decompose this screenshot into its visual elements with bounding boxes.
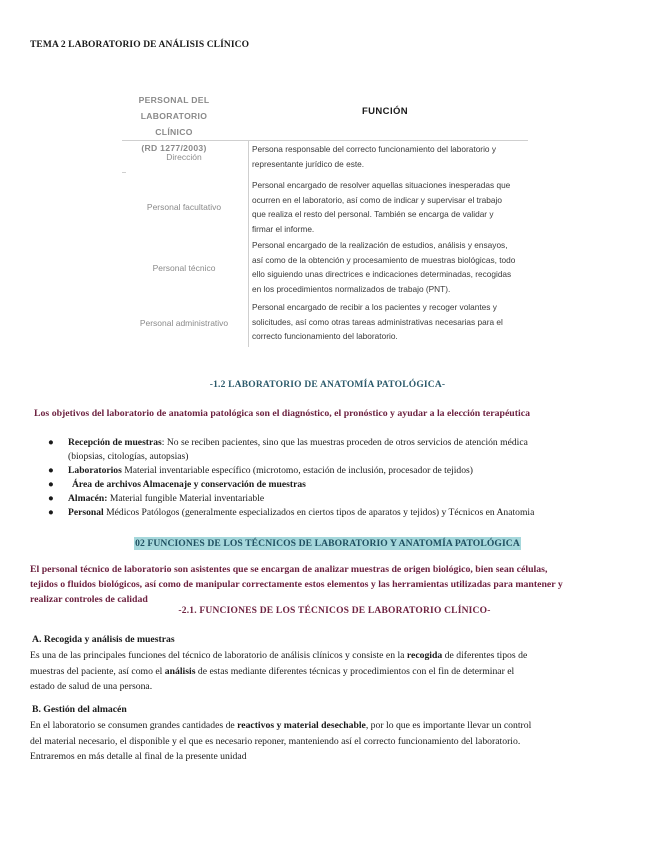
list-item	[48, 464, 624, 478]
subsection-a-title: A. Recogida y análisis de muestras	[32, 634, 175, 645]
table-row-description	[252, 178, 528, 236]
text-run: muestras del paciente, así como el	[30, 665, 165, 677]
desc-line: Personal encargado de recibir a los pacientes y recoger volantes y	[252, 302, 497, 312]
desc-line: firmar el informe.	[252, 223, 315, 234]
text-run: de diferentes tipos de	[442, 650, 528, 661]
text-run: recogida	[406, 650, 443, 661]
item-term: Almacén:	[68, 493, 108, 504]
subsection-b-title: B. Gestión del almacén	[32, 704, 127, 715]
body-line	[30, 648, 630, 664]
section-1-2-list	[48, 436, 624, 520]
desc-line: solicitudes, así como otras tareas administrativas necesarias para el	[252, 316, 503, 327]
body-line	[30, 718, 630, 734]
bullet-icon: ●	[48, 437, 54, 448]
list-item	[48, 478, 624, 492]
item-text: Médicos Patólogos (generalmente especializados en ciertos tipos de aparatos y tejidos) y Técnicos en Anatomia	[103, 507, 535, 518]
text-run: de estas mediante diferentes técnicas y procedimientos con el fin de determinar el	[195, 665, 515, 677]
table-divider	[248, 140, 249, 172]
desc-line: que realiza el resto del personal. También se encarga de validar y	[252, 209, 494, 220]
desc-line: Personal encargado de la realización de estudios, análisis y ensayos,	[252, 240, 508, 250]
item-term: Área de archivos Almacenaje y conservación de muestras	[72, 479, 306, 490]
table-header-funcion: FUNCIÓN	[361, 106, 409, 117]
table-row-description	[252, 238, 528, 296]
table-divider	[122, 172, 126, 173]
list-item	[48, 436, 624, 464]
subsection-b-body	[30, 718, 630, 765]
item-text: Material fungible Material inventariable	[107, 493, 265, 504]
desc-line: así como de la obtención y procesamiento de muestras biológicas, todo	[252, 254, 516, 265]
item-text: Material inventariable específico (microtomo, estación de inclusión, procesador de tejidos)	[121, 465, 473, 476]
table-row-role: Personal facultativo	[146, 202, 222, 212]
bullet-icon: ●	[48, 507, 54, 518]
text-run: reactivos y material desechable	[237, 720, 366, 731]
list-item	[48, 506, 624, 520]
table-divider	[122, 140, 528, 141]
table-row-role: Personal técnico	[152, 263, 216, 273]
body-line: estado de salud de una persona.	[30, 681, 153, 693]
intro-line: El personal técnico de laboratorio son asistentes que se encargan de analizar muestras de origen biológico, bien sean células,	[30, 564, 548, 575]
table-header-personal	[122, 92, 226, 156]
desc-line: Persona responsable del correcto funcionamiento del laboratorio y	[252, 144, 496, 154]
header-line: (RD 1277/2003)	[141, 143, 207, 153]
bullet-icon: ●	[48, 479, 54, 490]
table-row-role: Personal administrativo	[139, 318, 229, 328]
item-text: (biopsias, citologías, autopsias)	[68, 451, 189, 462]
text-run: análisis	[164, 665, 196, 677]
body-line	[30, 664, 630, 680]
desc-line: ocurren en el laboratorio, así como de indicar y supervisar el trabajo	[252, 194, 502, 205]
intro-line: tejidos o fluidos biológicos, así como de manipular correctamente estos elementos y las herramientas utilizadas para mantener y	[30, 579, 563, 590]
header-line: PERSONAL DEL	[138, 95, 210, 105]
section-1-2-heading: -1.2 LABORATORIO DE ANATOMÍA PATOLÓGICA-	[209, 380, 446, 390]
text-run: En el laboratorio se consumen grandes cantidades de	[30, 720, 238, 731]
desc-line: en los procedimientos normalizados de trabajo (PNT).	[252, 283, 451, 294]
table-row-description	[252, 142, 528, 171]
bullet-icon: ●	[48, 465, 54, 476]
item-term: Laboratorios	[68, 465, 122, 476]
section-02-heading: 02 FUNCIONES DE LOS TÉCNICOS DE LABORATORIO Y ANATOMÍA PATOLÓGICA	[135, 538, 520, 549]
desc-line: correcto funcionamiento del laboratorio.	[252, 331, 398, 342]
item-term: Personal	[68, 507, 104, 518]
list-item	[48, 492, 624, 506]
desc-line: representante jurídico de este.	[252, 158, 365, 169]
intro-line: realizar controles de calidad	[30, 594, 148, 605]
item-term: Recepción de muestras	[68, 437, 162, 448]
bullet-icon: ●	[48, 493, 54, 504]
desc-line: ello siguiendo unas directrices e indicaciones determinadas, recogidas	[252, 269, 512, 280]
page-title: TEMA 2 LABORATORIO DE ANÁLISIS CLÍNICO	[30, 40, 250, 50]
section-2-1-heading: -2.1. FUNCIONES DE LOS TÉCNICOS DE LABORATORIO CLÍNICO-	[178, 606, 491, 616]
table-row-role: Dirección	[166, 152, 202, 162]
desc-line: Personal encargado de resolver aquellas situaciones inesperadas que	[252, 180, 511, 190]
section-02-intro	[30, 562, 630, 607]
table-divider	[248, 172, 249, 347]
body-line: Entraremos en más detalle al final de la presente unidad	[30, 751, 247, 763]
text-run: Es una de las principales funciones del técnico de laboratorio de análisis clínicos y consiste en la	[30, 650, 407, 661]
body-line: del material necesario, el disponible y el que es necesario reponer, manteniendo así el correcto funcionamiento del laboratorio.	[30, 735, 521, 747]
subsection-a-body	[30, 648, 630, 695]
text-run: , por lo que es importante llevar un control	[365, 720, 532, 731]
staff-table	[122, 92, 528, 352]
objectives-text: Los objetivos del laboratorio de anatomia patológica son el diagnóstico, el pronóstico y ayudar a la elección terapéutica	[34, 408, 530, 419]
item-text: : No se reciben pacientes, sino que las muestras proceden de otros servicios de atención médica	[161, 437, 528, 448]
header-line: LABORATORIO CLÍNICO	[140, 111, 208, 137]
section-02-heading-wrap	[0, 533, 655, 551]
table-row-description	[252, 300, 528, 344]
